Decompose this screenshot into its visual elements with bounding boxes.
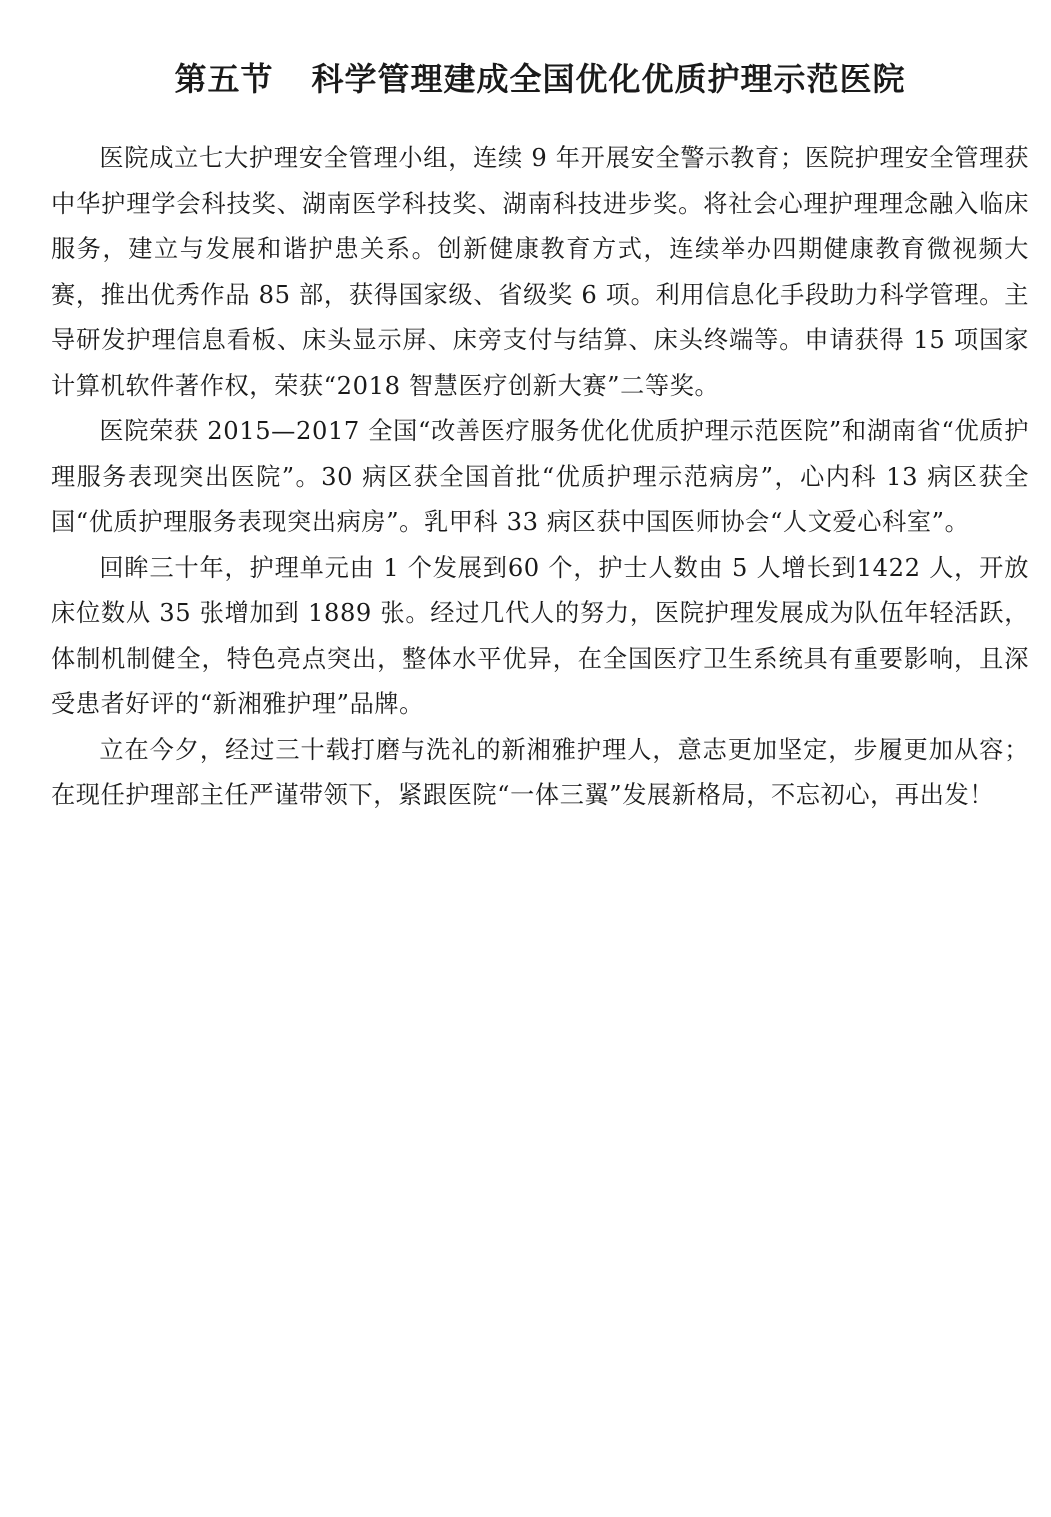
section-heading bbox=[51, 52, 1029, 106]
section-number: 第五节 bbox=[174, 60, 274, 98]
paragraph-safety-management: 医院成立七大护理安全管理小组，连续 9 年开展安全警示教育；医院护理安全管理获中华护理学会科技奖、湖南医学科技奖、湖南科技进步奖。将社会心理护理理念融入临床服务，建立与发展和谐护患关系。创新健康教育方式，连续举办四期健康教育微视频大赛，推出优秀作品 85 部，获得国家级、省级奖 6 项。利用信息化手段助力科学管理。主导研发护理信息看板、床头显示屏、床旁支付与结算、床头终端等。申请获得 15 项国家计算机软件著作权，荣获“2018 智慧医疗创新大赛”二等奖。 bbox=[51, 144, 1029, 400]
section-title: 科学管理建成全国优化优质护理示范医院 bbox=[311, 60, 906, 98]
paragraph-honors: 医院荣获 2015—2017 全国“改善医疗服务优化优质护理示范医院”和湖南省“优质护理服务表现突出医院”。30 病区获全国首批“优质护理示范病房”，心内科 13 病区获全国“优质护理服务表现突出病房”。乳甲科 33 病区获中国医师协会“人文爱心科室”。 bbox=[51, 417, 1029, 536]
body-text bbox=[51, 136, 1029, 819]
paragraph-thirty-years: 回眸三十年，护理单元由 1 个发展到60 个，护士人数由 5 人增长到1422 人，开放床位数从 35 张增加到 1889 张。经过几代人的努力，医院护理发展成为队伍年轻活跃，体制机制健全，特色亮点突出，整体水平优异，在全国医疗卫生系统具有重要影响，且深受患者好评的“新湘雅护理”品牌。 bbox=[51, 553, 1029, 718]
paragraph-closing: 立在今夕，经过三十载打磨与洗礼的新湘雅护理人，意志更加坚定，步履更加从容；在现任护理部主任严谨带领下，紧跟医院“一体三翼”发展新格局，不忘初心，再出发！ bbox=[51, 735, 1029, 809]
